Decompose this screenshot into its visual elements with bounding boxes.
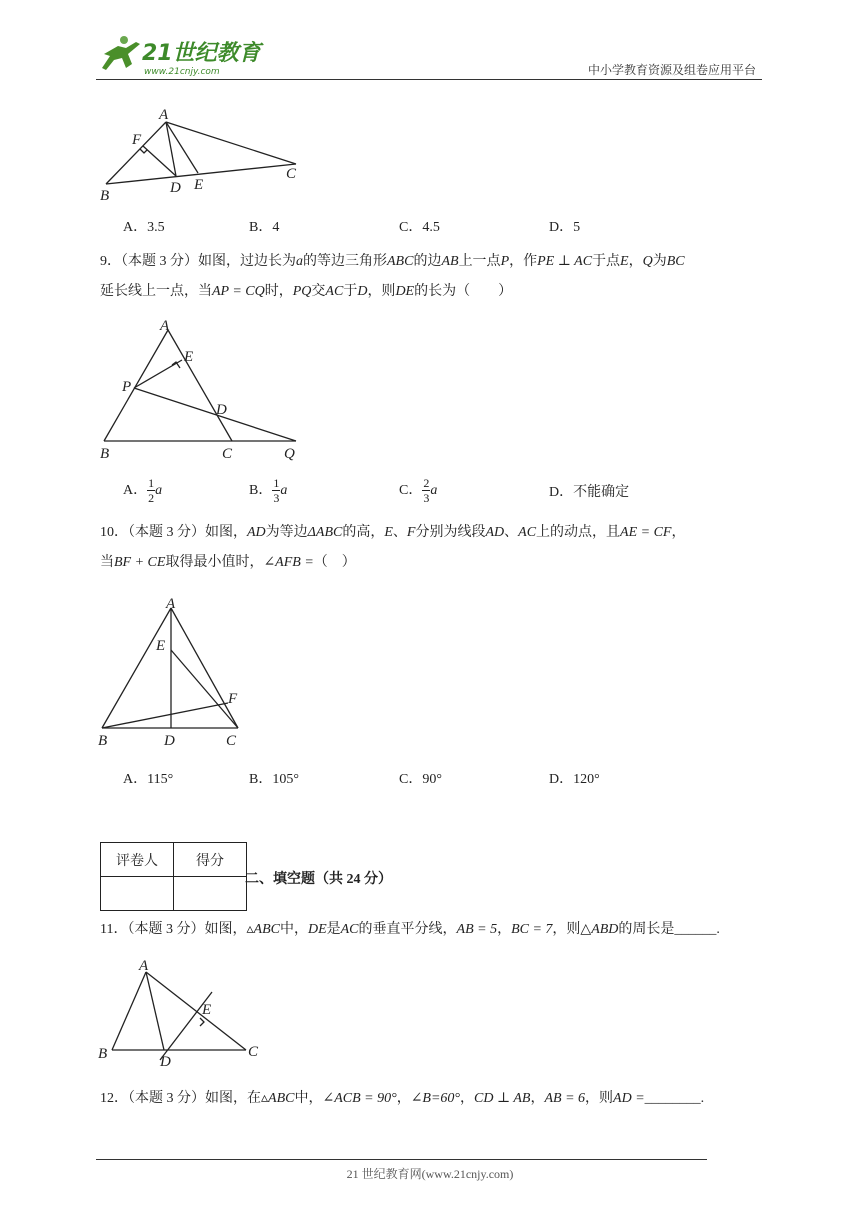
q9-figure <box>96 312 316 473</box>
q9-option-a[interactable]: A． $\frac{1}{2}$ a <box>123 476 163 506</box>
q11-figure <box>96 950 266 1075</box>
svg-text:C: C <box>226 733 237 749</box>
logo-url: www.21cnjy.com <box>144 67 220 77</box>
platform-name: 中小学教育资源及组卷应用平台 <box>587 63 756 77</box>
q9-option-b[interactable]: B． $\frac{1}{3}$ a <box>249 476 288 506</box>
q9-option-d[interactable]: D．不能确定 <box>549 485 630 500</box>
q8-option-b[interactable]: B．4 <box>249 220 280 235</box>
section-title: 二、填空题（共 24 分） <box>245 872 392 887</box>
grader-cell[interactable] <box>101 877 174 911</box>
q12-stem: 12．（本题 3 分）如图，在▵ABC中，∠ACB = 90°，∠B=60°，CD ⊥ AB，AB = 6，则AD =________. <box>100 1091 705 1106</box>
footer-divider <box>96 1159 707 1160</box>
svg-text:B: B <box>100 188 110 204</box>
q9-line1: 9．（本题 3 分）如图，过边长为a的等边三角形ABC的边AB上一点P，作PE ⊥ AC于点E，Q为BC <box>100 254 685 269</box>
svg-text:C: C <box>222 446 233 462</box>
q8-option-a[interactable]: A．3.5 <box>123 220 165 235</box>
svg-text:A: A <box>139 958 149 974</box>
svg-text:B: B <box>100 446 110 462</box>
q9-line2: 延长线上一点，当AP = CQ时，PQ交AC于D，则DE的长为（ ） <box>100 284 513 299</box>
svg-text:D: D <box>160 1054 171 1070</box>
svg-text:E: E <box>184 349 194 365</box>
footer-text[interactable]: 21 世纪教育网(www.21cnjy.com) <box>346 1167 514 1181</box>
svg-text:P: P <box>122 379 132 395</box>
svg-text:E: E <box>194 177 204 193</box>
q10-option-c[interactable]: C．90° <box>399 772 442 787</box>
q11-stem: 11．（本题 3 分）如图，▵ABC中，DE是AC的垂直平分线，AB = 5，BC = 7，则△ABD的周长是______. <box>100 922 720 937</box>
q9-options <box>100 476 766 512</box>
svg-text:F: F <box>228 691 238 707</box>
runner-icon <box>102 36 140 70</box>
svg-text:A: A <box>159 107 169 123</box>
svg-text:A: A <box>160 318 170 334</box>
q10-option-d[interactable]: D．120° <box>549 772 600 787</box>
svg-text:D: D <box>216 402 227 418</box>
grader-header: 评卷人 <box>101 843 174 877</box>
q8-figure <box>96 104 316 209</box>
q9-option-c[interactable]: C． $\frac{2}{3}$ a <box>399 476 438 506</box>
site-logo <box>96 34 266 78</box>
q10-figure <box>96 590 266 760</box>
q10-option-a[interactable]: A．115° <box>123 772 174 787</box>
q8-option-d[interactable]: D．5 <box>549 220 581 235</box>
logo-text: 21世纪教育 <box>142 41 261 66</box>
svg-text:C: C <box>286 166 297 182</box>
svg-text:C: C <box>248 1044 259 1060</box>
q8-option-c[interactable]: C．4.5 <box>399 220 440 235</box>
q10-option-b[interactable]: B．105° <box>249 772 299 787</box>
q10-line1: 10．（本题 3 分）如图，AD为等边ΔABC的高，E、F分别为线段AD、AC上的动点，且AE = CF， <box>100 525 686 540</box>
svg-text:E: E <box>156 638 166 654</box>
score-cell[interactable] <box>174 877 247 911</box>
score-table <box>100 842 247 911</box>
q10-stem <box>100 518 766 578</box>
header-divider <box>96 79 762 80</box>
svg-text:B: B <box>98 733 108 749</box>
svg-text:D: D <box>170 180 181 196</box>
svg-text:D: D <box>164 733 175 749</box>
q9-stem <box>100 247 766 307</box>
score-header: 得分 <box>174 843 247 877</box>
svg-text:Q: Q <box>284 446 295 462</box>
svg-text:E: E <box>202 1002 212 1018</box>
q10-line2: 当BF + CE取得最小值时，∠AFB =（ ） <box>100 555 356 570</box>
svg-text:A: A <box>166 596 176 612</box>
svg-text:B: B <box>98 1046 108 1062</box>
svg-text:F: F <box>132 132 142 148</box>
